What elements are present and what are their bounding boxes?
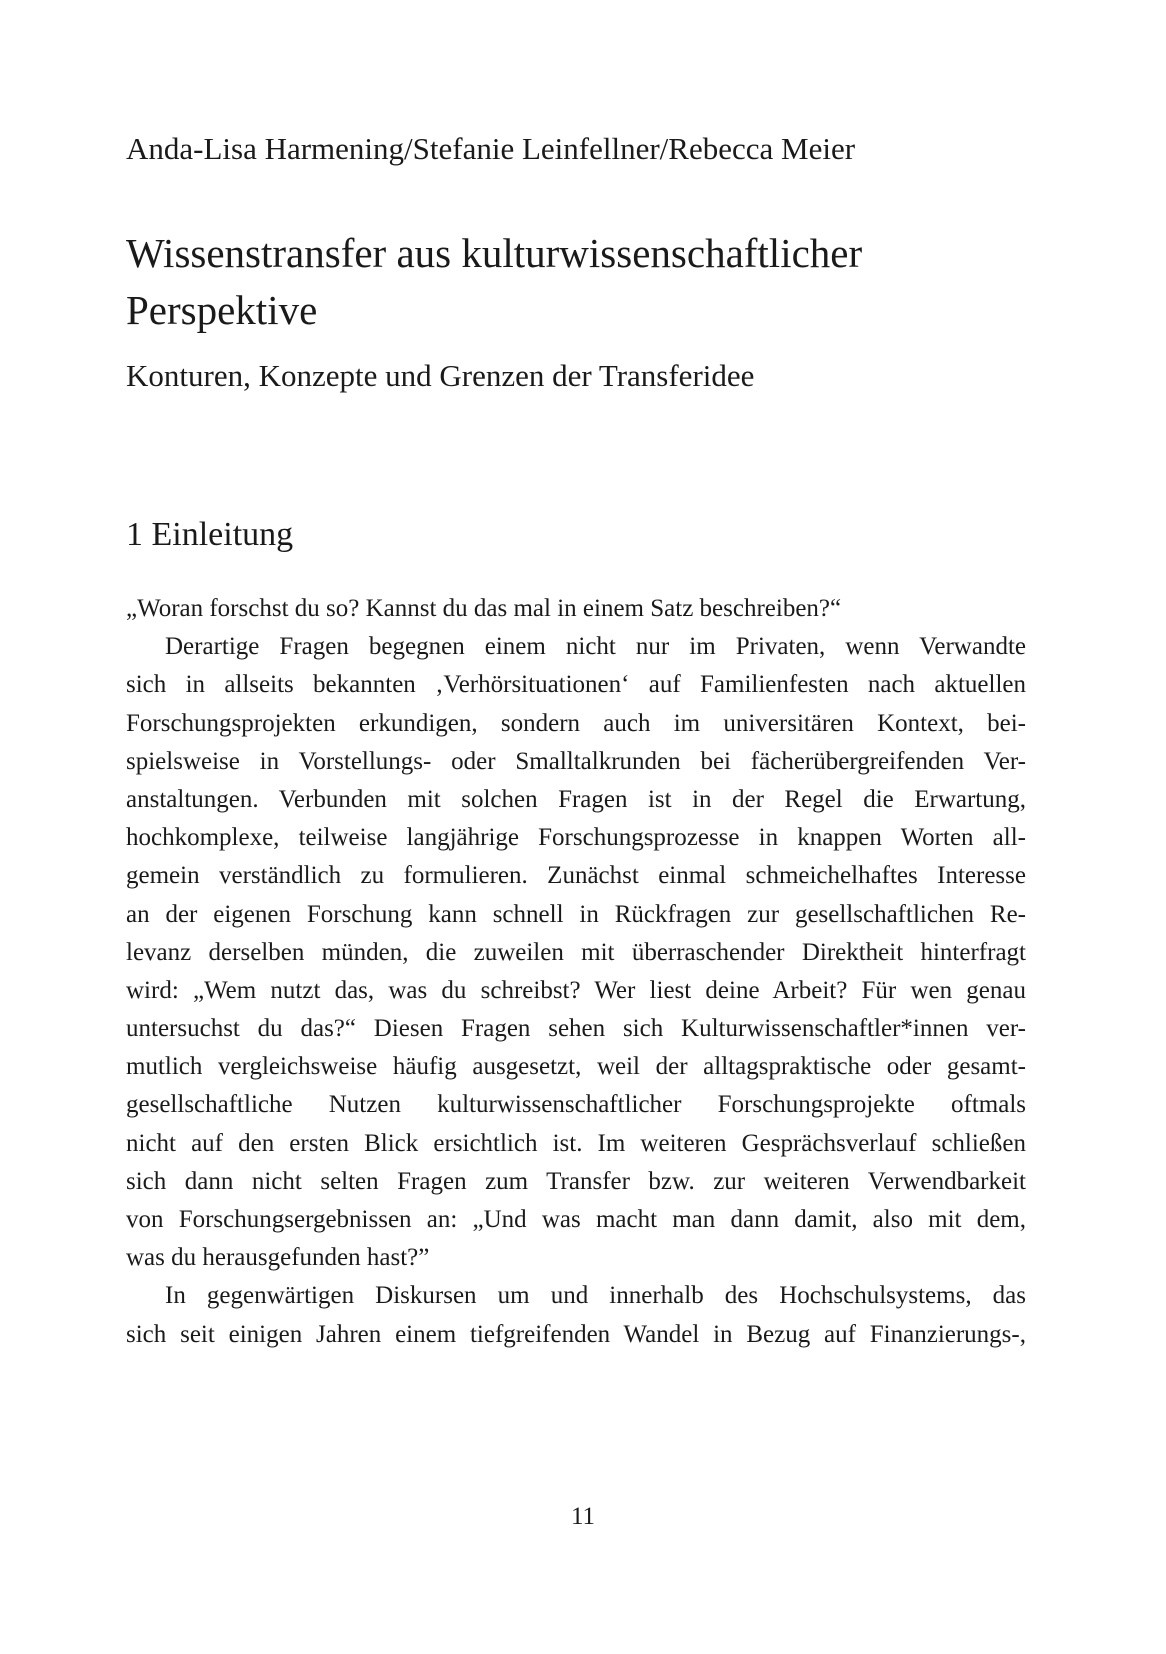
body-line: mutlich vergleichsweise häufig ausgesetzt, weil der alltagspraktische oder gesamt- (126, 1053, 1026, 1081)
body-line: sich dann nicht selten Fragen zum Transfer bzw. zur weiteren Verwendbarkeit (126, 1167, 1026, 1195)
chapter-title (126, 225, 1026, 339)
page-number: 11 (570, 1503, 596, 1530)
body-line: In gegenwärtigen Diskursen um und innerhalb des Hochschulsystems, das (165, 1282, 1026, 1310)
chapter-title-line: Perspektive (126, 287, 318, 333)
body-line: „Woran forschst du so? Kannst du das mal in einem Satz beschreiben?“ (126, 595, 842, 622)
body-line: nicht auf den ersten Blick ersichtlich ist. Im weiteren Gesprächsverlauf schließen (126, 1129, 1026, 1157)
body-line: wird: „Wem nutzt das, was du schreibst? Wer liest deine Arbeit? Für wen genau (126, 976, 1026, 1004)
body-line: spielsweise in Vorstellungs- oder Smalltalkrunden bei fächerübergreifenden Ver- (126, 747, 1026, 775)
chapter-subtitle: Konturen, Konzepte und Grenzen der Transferidee (126, 358, 755, 393)
body-line: anstaltungen. Verbunden mit solchen Fragen ist in der Regel die Erwartung, (126, 785, 1026, 813)
body-paragraphs (126, 590, 1026, 1354)
body-line: von Forschungsergebnissen an: „Und was macht man dann damit, also mit dem, (126, 1206, 1026, 1233)
body-line: sich in allseits bekannten ‚Verhörsituationen‘ auf Familienfesten nach aktuellen (126, 671, 1026, 699)
body-line: an der eigenen Forschung kann schnell in Rückfragen zur gesellschaftlichen Re- (126, 900, 1026, 928)
body-line: was du herausgefunden hast?” (126, 1244, 430, 1272)
body-line: gemein verständlich zu formulieren. Zunächst einmal schmeichelhaftes Interesse (126, 862, 1026, 890)
body-line: untersuchst du das?“ Diesen Fragen sehen sich Kulturwissenschaftler*innen ver- (126, 1015, 1026, 1043)
chapter-title-line: Wissenstransfer aus kulturwissenschaftlicher (126, 230, 863, 276)
body-line: gesellschaftliche Nutzen kulturwissenschaftlicher Forschungsprojekte oftmals (126, 1091, 1026, 1119)
body-line: levanz derselben münden, die zuweilen mit überraschender Direktheit hinterfragt (126, 938, 1026, 966)
body-line: hochkomplexe, teilweise langjährige Forschungsprozesse in knappen Worten all- (126, 824, 1026, 852)
body-line: Derartige Fragen begegnen einem nicht nur im Privaten, wenn Verwandte (165, 633, 1026, 661)
body-line: sich seit einigen Jahren einem tiefgreifenden Wandel in Bezug auf Finanzierungs-, (126, 1320, 1026, 1348)
body-line: Forschungsprojekten erkundigen, sondern auch im universitären Kontext, bei- (126, 709, 1026, 737)
section-heading: 1 Einleitung (126, 516, 294, 553)
chapter-authors: Anda-Lisa Harmening/Stefanie Leinfellner/Rebecca Meier (126, 131, 856, 166)
